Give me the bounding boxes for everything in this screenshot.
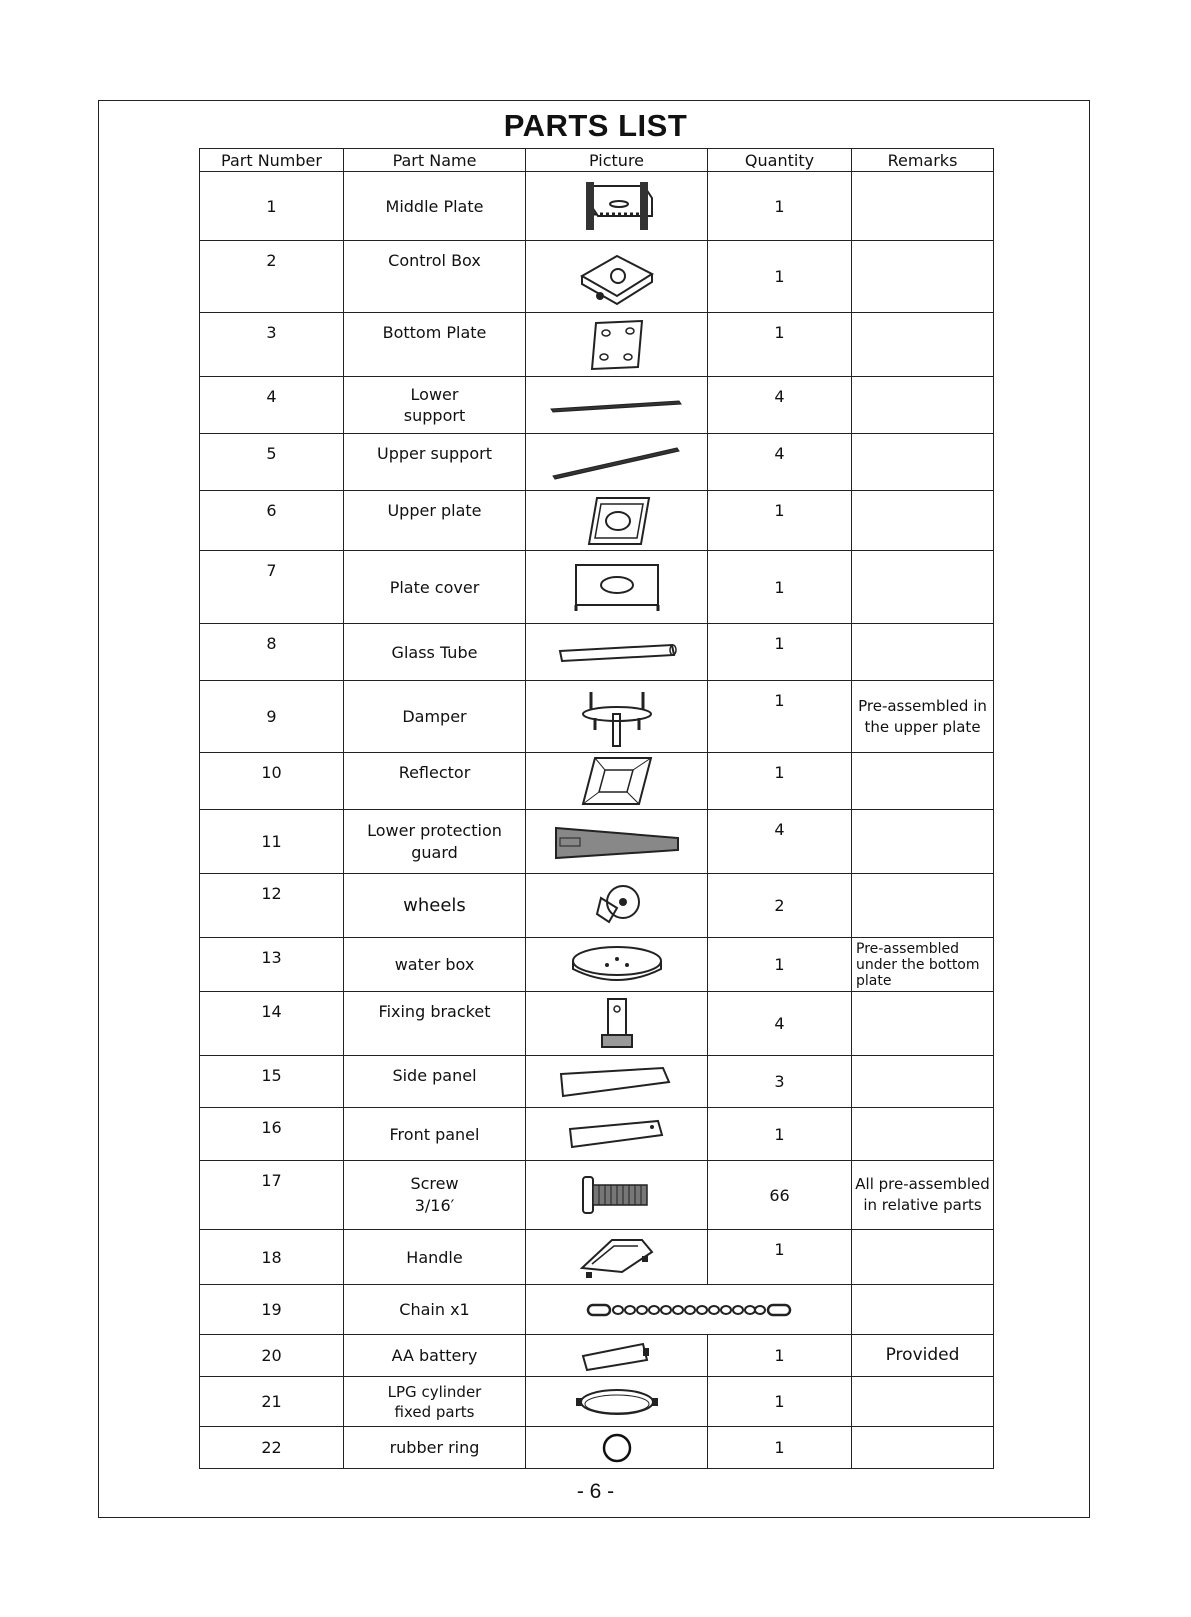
table-row	[200, 1377, 994, 1427]
part-name: Middle Plate	[344, 172, 526, 241]
part-picture	[526, 313, 708, 377]
part-number: 20	[200, 1335, 344, 1377]
table-row	[200, 874, 994, 938]
table-row	[200, 313, 994, 377]
table-row	[200, 241, 994, 313]
part-picture	[526, 1285, 852, 1335]
part-picture	[526, 491, 708, 551]
fixing-bracket-icon	[592, 995, 642, 1053]
reflector-icon	[577, 754, 657, 808]
part-name: Upper plate	[344, 491, 526, 551]
part-number: 21	[200, 1377, 344, 1427]
table-row	[200, 377, 994, 434]
middle-plate-icon	[572, 176, 662, 236]
column-header: Part Name	[344, 149, 526, 172]
part-picture	[526, 377, 708, 434]
part-remarks	[852, 1230, 994, 1285]
part-quantity: 1	[708, 753, 852, 810]
part-quantity: 2	[708, 874, 852, 938]
part-name: Damper	[344, 681, 526, 753]
part-picture	[526, 241, 708, 313]
page-title: PARTS LIST	[503, 108, 688, 143]
part-remarks: All pre-assembled in relative parts	[852, 1161, 994, 1230]
rubber-ring-icon	[600, 1431, 634, 1465]
part-quantity: 4	[708, 992, 852, 1056]
part-number: 5	[200, 434, 344, 491]
part-picture	[526, 874, 708, 938]
part-picture	[526, 1335, 708, 1377]
part-name-text: Lower protection guard	[367, 820, 502, 862]
part-picture	[526, 1161, 708, 1230]
part-name	[344, 1161, 526, 1230]
part-quantity: 1	[708, 241, 852, 313]
part-name: Plate cover	[344, 551, 526, 624]
part-number: 9	[200, 681, 344, 753]
part-remarks	[852, 1056, 994, 1108]
part-name: Reflector	[344, 753, 526, 810]
part-quantity: 1	[708, 624, 852, 681]
table-row	[200, 434, 994, 491]
part-number: 19	[200, 1285, 344, 1335]
table-row	[200, 1230, 994, 1285]
part-name: Fixing bracket	[344, 992, 526, 1056]
table-row	[200, 491, 994, 551]
plate-cover-icon	[572, 559, 662, 615]
lower-protection-guard-icon	[552, 824, 682, 860]
part-name: Chain x1	[344, 1285, 526, 1335]
part-remarks	[852, 313, 994, 377]
handle-icon	[572, 1232, 662, 1282]
part-number: 10	[200, 753, 344, 810]
part-number: 13	[200, 938, 344, 992]
table-row	[200, 992, 994, 1056]
table-row	[200, 1285, 994, 1335]
part-name: Front panel	[344, 1108, 526, 1161]
wheel-icon	[587, 878, 647, 934]
column-header: Remarks	[852, 149, 994, 172]
part-number: 22	[200, 1427, 344, 1469]
part-number: 4	[200, 377, 344, 434]
part-name: Side panel	[344, 1056, 526, 1108]
part-name: AA battery	[344, 1335, 526, 1377]
part-remarks	[852, 1427, 994, 1469]
part-remarks	[852, 1377, 994, 1427]
part-number: 12	[200, 874, 344, 938]
part-quantity: 1	[708, 551, 852, 624]
table-row	[200, 172, 994, 241]
part-remarks: Provided	[852, 1335, 994, 1377]
column-header: Quantity	[708, 149, 852, 172]
part-number: 17	[200, 1161, 344, 1230]
column-header: Picture	[526, 149, 708, 172]
part-remarks	[852, 491, 994, 551]
control-box-icon	[572, 246, 662, 308]
page-number: - 6 -	[576, 1480, 615, 1503]
damper-icon	[575, 684, 659, 750]
part-number: 7	[200, 551, 344, 624]
part-remarks	[852, 753, 994, 810]
table-row	[200, 1335, 994, 1377]
part-quantity: 1	[708, 1427, 852, 1469]
part-name	[344, 810, 526, 874]
part-name: rubber ring	[344, 1427, 526, 1469]
part-quantity: 66	[708, 1161, 852, 1230]
part-number: 16	[200, 1108, 344, 1161]
table-row	[200, 681, 994, 753]
part-picture	[526, 1108, 708, 1161]
lower-support-icon	[547, 395, 687, 415]
part-name: Bottom Plate	[344, 313, 526, 377]
part-quantity: 1	[708, 491, 852, 551]
part-remarks	[852, 874, 994, 938]
part-name: Glass Tube	[344, 624, 526, 681]
table-row	[200, 551, 994, 624]
part-picture	[526, 1230, 708, 1285]
part-number: 1	[200, 172, 344, 241]
part-name-text: Screw 3/16′	[410, 1174, 459, 1215]
battery-icon	[577, 1338, 657, 1374]
remarks-text: Pre-assembled in the upper plate	[858, 696, 987, 736]
screw-icon	[577, 1173, 657, 1217]
part-remarks	[852, 1108, 994, 1161]
part-quantity: 1	[708, 172, 852, 241]
upper-support-icon	[547, 442, 687, 482]
table-row	[200, 1427, 994, 1469]
part-name	[344, 377, 526, 434]
part-quantity: 1	[708, 938, 852, 992]
part-number: 2	[200, 241, 344, 313]
table-row	[200, 1161, 994, 1230]
part-name-text: LPG cylinder fixed parts	[387, 1382, 482, 1421]
table-header-row	[200, 149, 994, 172]
part-quantity: 1	[708, 1108, 852, 1161]
table-row	[200, 624, 994, 681]
part-quantity: 4	[708, 810, 852, 874]
part-picture	[526, 1056, 708, 1108]
part-number: 18	[200, 1230, 344, 1285]
part-remarks	[852, 624, 994, 681]
part-picture	[526, 810, 708, 874]
part-picture	[526, 1377, 708, 1427]
part-quantity: 1	[708, 681, 852, 753]
part-quantity: 1	[708, 1377, 852, 1427]
part-name: Handle	[344, 1230, 526, 1285]
part-picture	[526, 1427, 708, 1469]
part-remarks	[852, 377, 994, 434]
part-remarks	[852, 172, 994, 241]
part-name: Control Box	[344, 241, 526, 313]
part-name: wheels	[344, 874, 526, 938]
part-picture	[526, 172, 708, 241]
part-quantity: 1	[708, 313, 852, 377]
part-name: Upper support	[344, 434, 526, 491]
part-picture	[526, 551, 708, 624]
part-quantity: 1	[708, 1230, 852, 1285]
part-remarks	[852, 681, 994, 753]
part-name	[344, 1377, 526, 1427]
table-row	[200, 810, 994, 874]
part-picture	[526, 992, 708, 1056]
part-name: water box	[344, 938, 526, 992]
part-remarks	[852, 434, 994, 491]
part-number: 3	[200, 313, 344, 377]
bottom-plate-icon	[582, 317, 652, 373]
part-picture	[526, 681, 708, 753]
part-picture	[526, 938, 708, 992]
part-picture	[526, 753, 708, 810]
part-quantity: 4	[708, 377, 852, 434]
upper-plate-icon	[579, 492, 655, 550]
part-remarks	[852, 1285, 994, 1335]
part-quantity: 3	[708, 1056, 852, 1108]
part-number: 8	[200, 624, 344, 681]
side-panel-icon	[557, 1064, 677, 1100]
front-panel-icon	[562, 1117, 672, 1151]
table-row	[200, 1056, 994, 1108]
part-number: 6	[200, 491, 344, 551]
part-number: 15	[200, 1056, 344, 1108]
lpg-cylinder-ring-icon	[572, 1382, 662, 1422]
table-row	[200, 753, 994, 810]
part-remarks	[852, 551, 994, 624]
column-header: Part Number	[200, 149, 344, 172]
part-name-text: Lower support	[403, 385, 466, 425]
chain-icon	[584, 1300, 794, 1320]
part-quantity: 4	[708, 434, 852, 491]
part-remarks: Pre-assembled under the bottom plate	[852, 938, 994, 992]
part-remarks	[852, 241, 994, 313]
part-number: 14	[200, 992, 344, 1056]
glass-tube-icon	[552, 637, 682, 667]
water-box-icon	[567, 941, 667, 989]
part-number: 11	[200, 810, 344, 874]
part-picture	[526, 434, 708, 491]
parts-table	[199, 148, 994, 1469]
table-row	[200, 1108, 994, 1161]
part-picture	[526, 624, 708, 681]
part-remarks	[852, 810, 994, 874]
table-row	[200, 938, 994, 992]
part-remarks	[852, 992, 994, 1056]
part-quantity: 1	[708, 1335, 852, 1377]
